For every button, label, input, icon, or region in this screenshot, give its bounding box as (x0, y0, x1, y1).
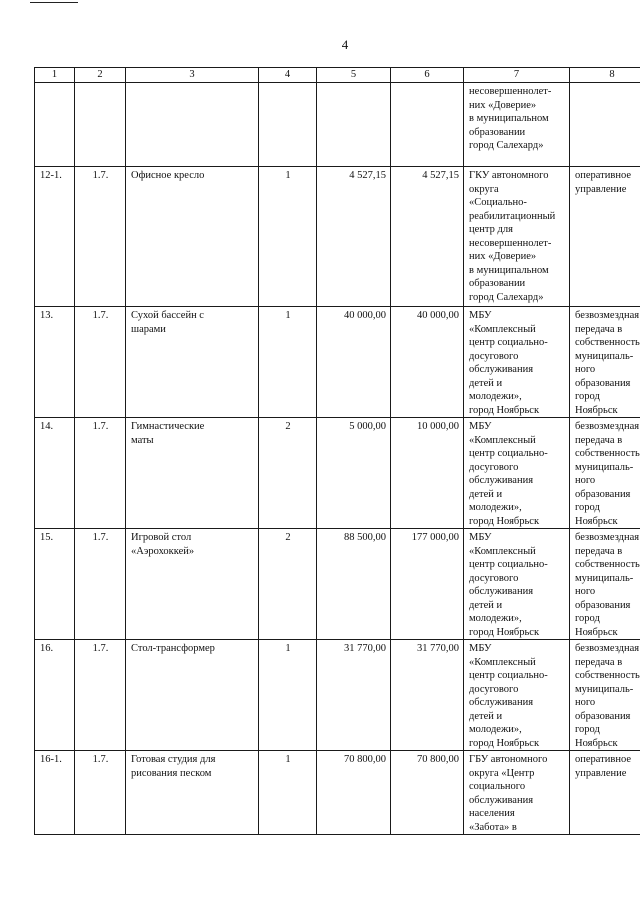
item-name: Сухой бассейн с шарами (126, 307, 259, 418)
unit-price: 31 770,00 (317, 640, 391, 751)
item-name: Готовая студия для рисования песком (126, 751, 259, 835)
row-number: 14. (35, 418, 75, 529)
header-cell: 5 (317, 68, 391, 83)
item-quantity: 1 (259, 167, 317, 307)
table-row (35, 751, 640, 835)
recipient-organization: несовершеннолет- них «Доверие» в муниципальном образовании город Салехард» (464, 83, 570, 167)
recipient-organization: МБУ «Комплексный центр социально- досугового обслуживания детей и молодежи», город Ноябрьск (464, 529, 570, 640)
transfer-right: безвозмездная передача в собственность муниципаль- ного образования город Ноябрьск (570, 307, 640, 418)
page-number: 4 (341, 37, 349, 52)
item-name: Стол-трансформер (126, 640, 259, 751)
transfer-right: безвозмездная передача в собственность муниципаль- ного образования город Ноябрьск (570, 418, 640, 529)
total-sum (391, 83, 464, 167)
transfer-right: оперативное управление (570, 751, 640, 835)
property-table (34, 67, 640, 835)
item-name: Гимнастические маты (126, 418, 259, 529)
column-number-header (35, 68, 640, 83)
section-number: 1.7. (75, 307, 126, 418)
section-number (75, 83, 126, 167)
unit-price: 88 500,00 (317, 529, 391, 640)
row-number: 13. (35, 307, 75, 418)
total-sum: 40 000,00 (391, 307, 464, 418)
table-row (35, 307, 640, 418)
table-row (35, 640, 640, 751)
section-number: 1.7. (75, 167, 126, 307)
unit-price: 4 527,15 (317, 167, 391, 307)
header-cell: 4 (259, 68, 317, 83)
recipient-organization: МБУ «Комплексный центр социально- досугового обслуживания детей и молодежи», город Ноябрьск (464, 640, 570, 751)
header-cell: 1 (35, 68, 75, 83)
total-sum: 4 527,15 (391, 167, 464, 307)
header-cell: 6 (391, 68, 464, 83)
item-name: Игровой стол «Аэрохоккей» (126, 529, 259, 640)
unit-price: 40 000,00 (317, 307, 391, 418)
item-quantity: 2 (259, 418, 317, 529)
transfer-right: оперативное управление (570, 167, 640, 307)
row-number: 12-1. (35, 167, 75, 307)
row-number: 16-1. (35, 751, 75, 835)
section-number: 1.7. (75, 529, 126, 640)
item-quantity: 2 (259, 529, 317, 640)
total-sum: 10 000,00 (391, 418, 464, 529)
corner-rule (30, 2, 78, 3)
row-number: 16. (35, 640, 75, 751)
item-quantity (259, 83, 317, 167)
table-row (35, 529, 640, 640)
table-row (35, 418, 640, 529)
unit-price: 70 800,00 (317, 751, 391, 835)
section-number: 1.7. (75, 640, 126, 751)
row-number (35, 83, 75, 167)
total-sum: 31 770,00 (391, 640, 464, 751)
recipient-organization: МБУ «Комплексный центр социально- досугового обслуживания детей и молодежи», город Ноябрьск (464, 307, 570, 418)
section-number: 1.7. (75, 418, 126, 529)
transfer-right (570, 83, 640, 167)
header-cell: 8 (570, 68, 640, 83)
item-quantity: 1 (259, 307, 317, 418)
item-quantity: 1 (259, 640, 317, 751)
header-cell: 7 (464, 68, 570, 83)
item-name: Офисное кресло (126, 167, 259, 307)
transfer-right: безвозмездная передача в собственность муниципаль- ного образования город Ноябрьск (570, 529, 640, 640)
item-name (126, 83, 259, 167)
recipient-organization: ГБУ автономного округа «Центр социального обслуживания населения «Забота» в (464, 751, 570, 835)
recipient-organization: ГКУ автономного округа «Социально- реабилитационный центр для несовершеннолет- них «Доверие» в муниципальном образовании город Салехард» (464, 167, 570, 307)
header-cell: 3 (126, 68, 259, 83)
header-cell: 2 (75, 68, 126, 83)
table-row (35, 167, 640, 307)
table-row (35, 83, 640, 167)
transfer-right: безвозмездная передача в собственность муниципаль- ного образования город Ноябрьск (570, 640, 640, 751)
unit-price (317, 83, 391, 167)
total-sum: 177 000,00 (391, 529, 464, 640)
section-number: 1.7. (75, 751, 126, 835)
recipient-organization: МБУ «Комплексный центр социально- досугового обслуживания детей и молодежи», город Ноябрьск (464, 418, 570, 529)
total-sum: 70 800,00 (391, 751, 464, 835)
item-quantity: 1 (259, 751, 317, 835)
unit-price: 5 000,00 (317, 418, 391, 529)
row-number: 15. (35, 529, 75, 640)
